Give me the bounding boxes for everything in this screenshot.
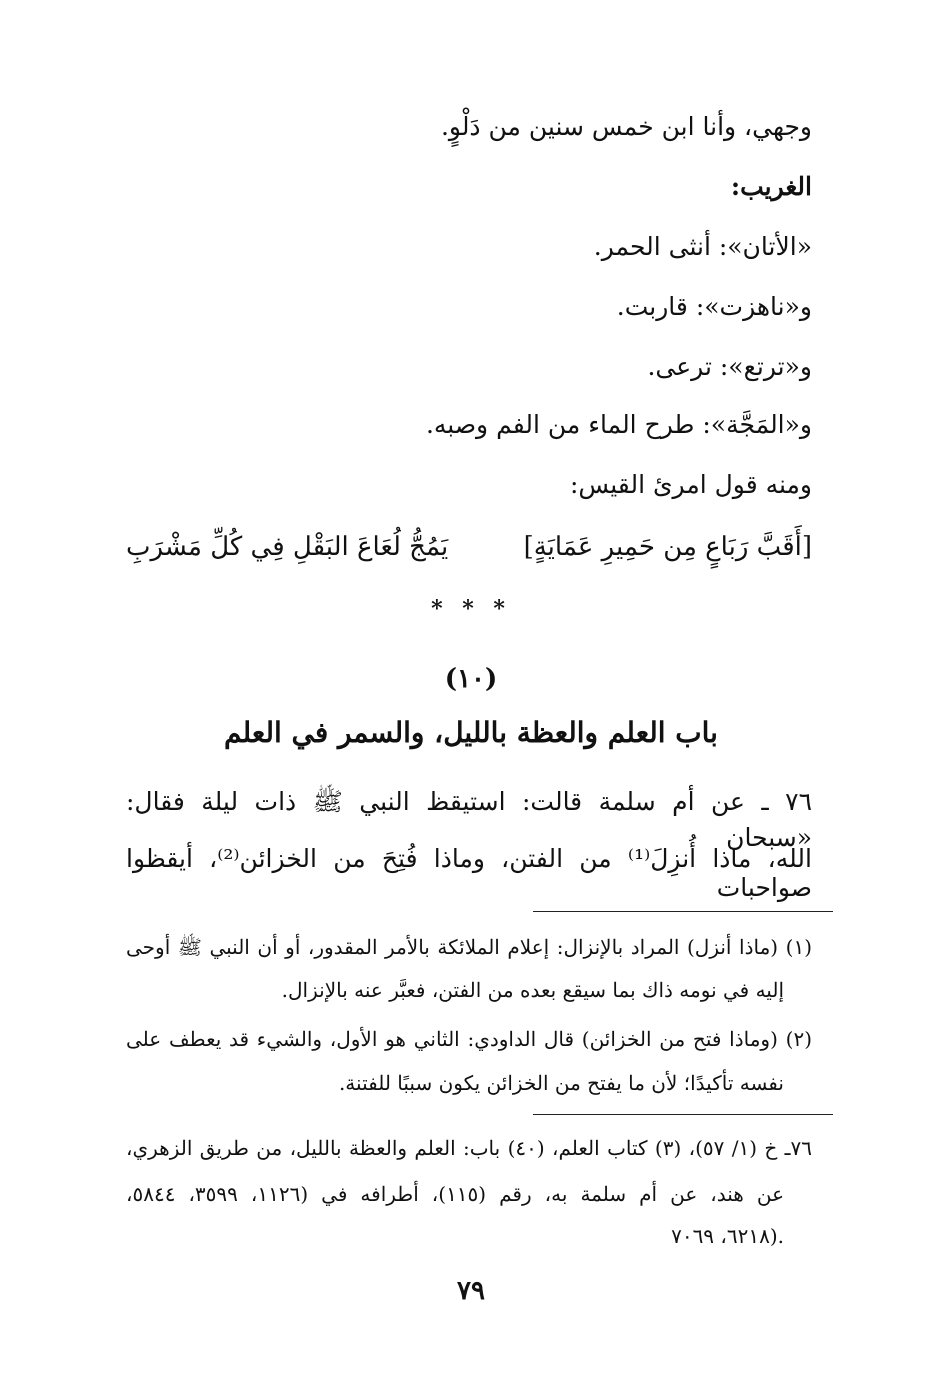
chapter-number: (١٠): [444, 664, 498, 694]
footnote-2-line-1: (٢) (وماذا فتح من الخزائن) قال الداودي: الثاني هو الأول، والشيء قد يعطف على: [126, 1027, 812, 1051]
definition-tarta: و«ترتع»: ترعى.: [647, 352, 812, 381]
footnote-1-line-2: إليه في نومه ذاك بما سيقع بعده من الفتن، فعبَّر عنه بالإنزال.: [281, 978, 784, 1002]
section-separator: * * *: [431, 596, 511, 622]
footnote-1-line-1: (١) (ماذا أنزل) المراد بالإنزال: إعلام الملائكة بالأمر المقدور، أو أن النبي ﷺ أوحى: [126, 935, 812, 959]
hadith-line-2: الله، ماذا أُنزِلَ⁽¹⁾ من الفتن، وماذا فُتِحَ من الخزائن⁽²⁾، أيقظوا صواحبات: [126, 844, 812, 902]
verse-hemistich-first: [أَقَبَّ رَبَاعٍ مِن حَمِيرِ عَمَايَةٍ]: [523, 532, 812, 562]
takhrij-line-1: ٧٦ـ خ (١/ ٥٧)، (٣) كتاب العلم، (٤٠) باب: العلم والعظة بالليل، من طريق الزهري،: [126, 1136, 812, 1160]
gharib-heading: الغريب:: [730, 172, 812, 201]
hadith-line-1: ٧٦ ـ عن أم سلمة قالت: استيقظ النبي ﷺ ذات ليلة فقال: «سبحان: [126, 787, 812, 852]
definition-atan: «الأتان»: أنثى الحمر.: [593, 232, 812, 261]
footnote-2-line-2: نفسه تأكيدًا؛ لأن ما يفتح من الخزائن يكون سببًا للفتنة.: [338, 1071, 784, 1095]
continuation-line: وجهي، وأنا ابن خمس سنين من دَلْوٍ.: [440, 112, 812, 141]
takhrij-divider: [533, 1114, 833, 1115]
poet-intro: ومنه قول امرئ القيس:: [569, 470, 812, 499]
footnote-divider: [533, 911, 833, 912]
definition-nahazat: و«ناهزت»: قاربت.: [616, 292, 812, 321]
takhrij-line-3: ٦٢١٨، ٧٠٦٩).: [671, 1224, 784, 1248]
definition-majja: و«المَجَّة»: طرح الماء من الفم وصبه.: [425, 410, 812, 439]
verse-hemistich-second: يَمُجُّ لُعَاعَ البَقْلِ فِي كُلِّ مَشْرَبِ: [126, 532, 449, 562]
chapter-title: باب العلم والعظة بالليل، والسمر في العلم: [224, 716, 718, 749]
takhrij-line-2: عن هند، عن أم سلمة به، رقم (١١٥)، أطرافه في (١١٢٦، ٣٥٩٩، ٥٨٤٤،: [126, 1182, 784, 1206]
page-number: ٧٩: [457, 1276, 485, 1306]
